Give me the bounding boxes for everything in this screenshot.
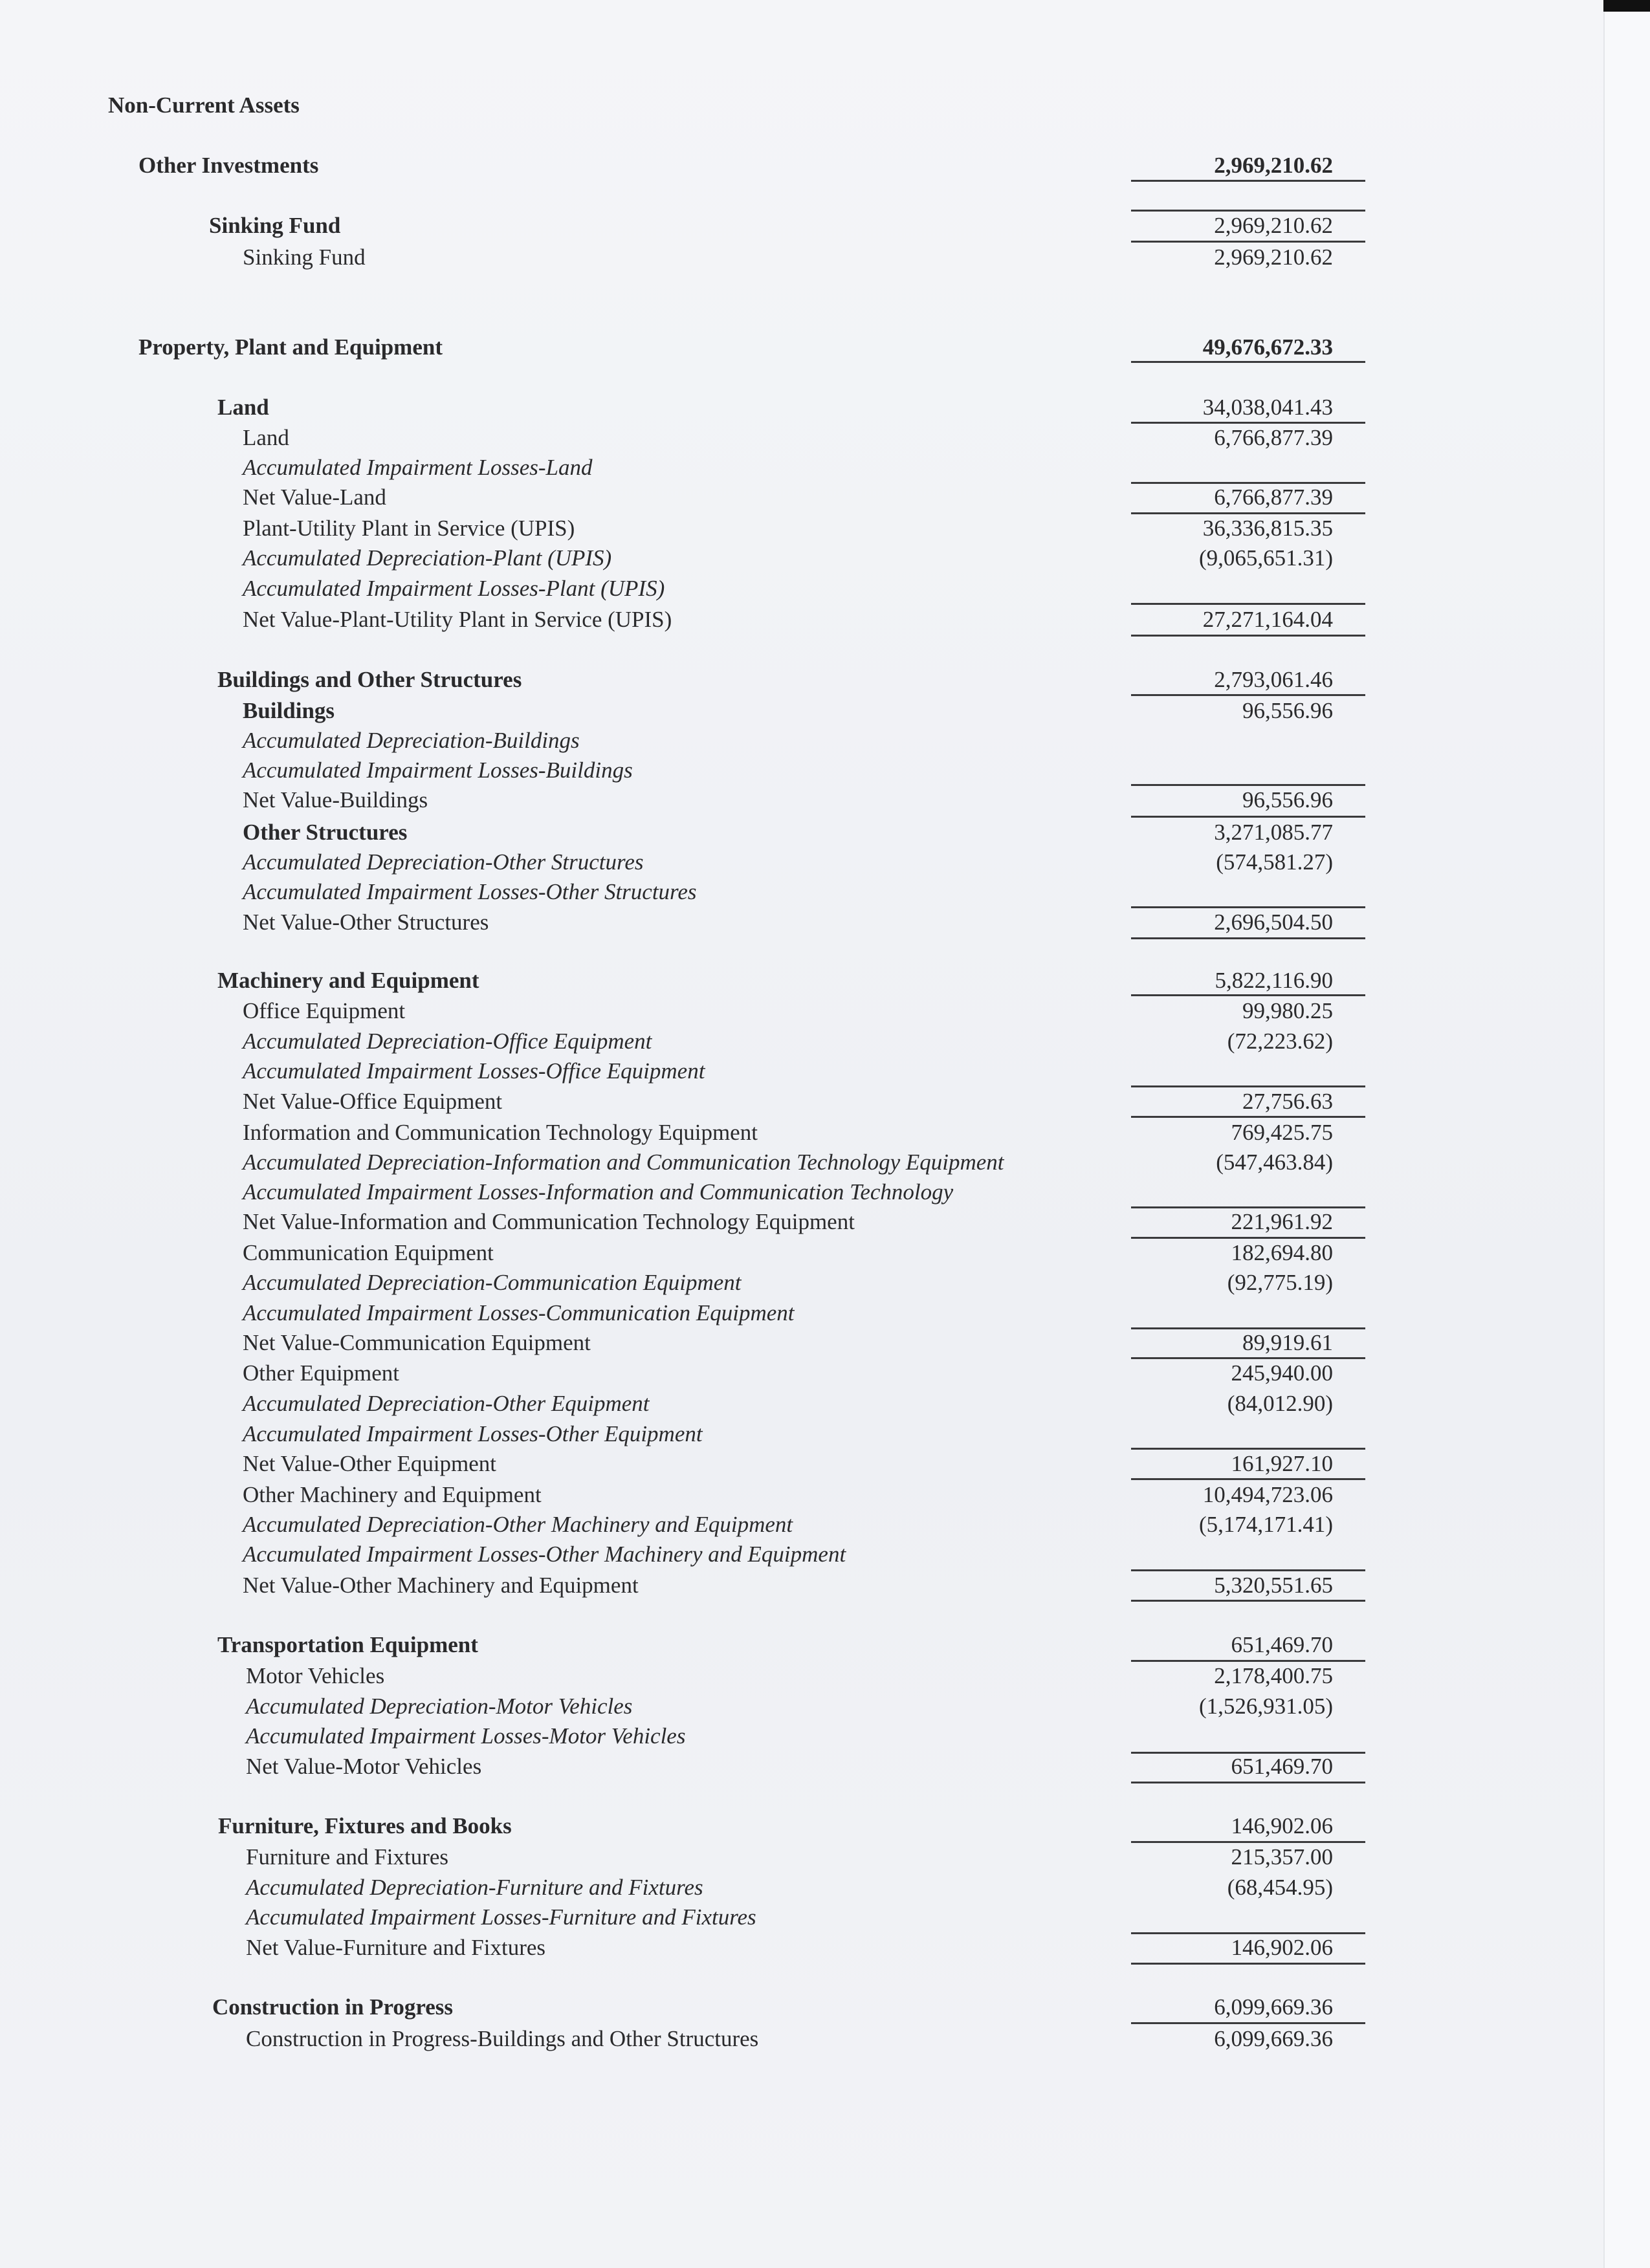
net-value-amount: 2,696,504.50 (1214, 910, 1333, 935)
land-group-amount: 34,038,041.43 (1202, 395, 1333, 420)
line-item-amount: (68,454.95) (1227, 1875, 1333, 1900)
section-title-row (0, 91, 1424, 120)
line-item-label: Buildings (243, 698, 335, 723)
buildings-group-label: Buildings and Other Structures (217, 667, 522, 692)
line-item-row (0, 877, 1424, 907)
net-value-amount: 651,469.70 (1231, 1754, 1333, 1779)
transportation-group-amount: 651,469.70 (1231, 1632, 1333, 1657)
line-item-label: Accumulated Impairment Losses-Land (243, 455, 593, 480)
line-item-label: Accumulated Depreciation-Office Equipment (243, 1029, 652, 1054)
line-item-label: Other Structures (243, 820, 408, 845)
ppe-amount: 49,676,672.33 (1202, 334, 1333, 360)
line-item-label: Construction in Progress-Buildings and Other Structures (246, 2026, 759, 2051)
line-item-label: Accumulated Impairment Losses-Information and Communication Technology (243, 1179, 954, 1205)
transportation-group-label: Transportation Equipment (217, 1632, 478, 1657)
line-item-row (0, 1480, 1424, 1510)
line-item-row (0, 756, 1424, 785)
net-value-amount: 27,756.63 (1242, 1089, 1333, 1114)
total-rule (1131, 180, 1365, 182)
transportation-group-row (0, 1630, 1424, 1660)
line-item-amount: (574,581.27) (1216, 849, 1333, 875)
line-item-amount: 96,556.96 (1242, 698, 1333, 723)
line-item-amount: (5,174,171.41) (1198, 1512, 1333, 1537)
rule (1131, 1963, 1365, 1965)
line-item-label: Accumulated Impairment Losses-Other Machinery and Equipment (243, 1542, 846, 1567)
net-value-row (0, 1449, 1424, 1479)
net-value-amount: 6,766,877.39 (1214, 485, 1333, 510)
line-item-label: Office Equipment (243, 998, 406, 1023)
buildings-group-row (0, 665, 1424, 695)
line-item-label: Accumulated Impairment Losses-Office Equipment (243, 1058, 705, 1084)
net-value-row (0, 1933, 1424, 1963)
net-value-label: Net Value-Furniture and Fixtures (246, 1935, 546, 1960)
net-value-amount: 89,919.61 (1242, 1330, 1333, 1355)
line-item-row (0, 574, 1424, 604)
line-item-row (0, 1238, 1424, 1268)
line-item-row (0, 1118, 1424, 1148)
buildings-group-amount: 2,793,061.46 (1214, 667, 1333, 692)
line-item-label: Accumulated Impairment Losses-Motor Vehicles (246, 1723, 686, 1749)
total-rule (1131, 361, 1365, 363)
line-item-label: Accumulated Impairment Losses-Buildings (243, 758, 633, 783)
sinking-fund-item-label: Sinking Fund (243, 245, 366, 270)
rule (1131, 1600, 1365, 1602)
line-item-label: Accumulated Depreciation-Motor Vehicles (246, 1694, 633, 1719)
line-item-label: Accumulated Depreciation-Information and Communication Technology Equipment (243, 1150, 1004, 1175)
line-item-row (0, 1268, 1424, 1298)
line-item-row (0, 1298, 1424, 1328)
line-item-row (0, 2024, 1424, 2054)
net-value-label: Net Value-Other Machinery and Equipment (243, 1573, 639, 1598)
line-item-row (0, 514, 1424, 543)
line-item-row (0, 1721, 1424, 1751)
rule (1131, 210, 1365, 212)
line-item-label: Accumulated Depreciation-Communication Equipment (243, 1270, 742, 1295)
line-item-amount: 10,494,723.06 (1202, 1482, 1333, 1507)
line-item-row (0, 996, 1424, 1026)
net-value-label: Net Value-Other Structures (243, 910, 489, 935)
rule (1131, 937, 1365, 939)
net-value-row (0, 483, 1424, 512)
line-item-row (0, 1692, 1424, 1721)
line-item-row (0, 1510, 1424, 1540)
furniture-group-label: Furniture, Fixtures and Books (218, 1813, 512, 1838)
sinking-fund-group-amount: 2,969,210.62 (1214, 213, 1333, 238)
line-item-label: Accumulated Depreciation-Other Machinery and Equipment (243, 1512, 793, 1537)
line-item-label: Furniture and Fixtures (246, 1844, 449, 1870)
net-value-row (0, 908, 1424, 937)
sinking-fund-group-label: Sinking Fund (209, 213, 341, 238)
line-item-row (0, 1148, 1424, 1177)
machinery-group-amount: 5,822,116.90 (1215, 968, 1333, 993)
net-value-amount: 161,927.10 (1231, 1451, 1333, 1476)
line-item-label: Accumulated Depreciation-Other Equipment (243, 1391, 650, 1416)
net-value-label: Net Value-Land (243, 485, 386, 510)
net-value-row (0, 785, 1424, 815)
other-investments-label: Other Investments (138, 153, 319, 178)
line-item-amount: 215,357.00 (1231, 1844, 1333, 1870)
net-value-amount: 96,556.96 (1242, 787, 1333, 812)
other-investments-amount: 2,969,210.62 (1214, 153, 1333, 178)
net-value-amount: 221,961.92 (1231, 1209, 1333, 1234)
line-item-label: Motor Vehicles (246, 1663, 385, 1688)
rule (1131, 635, 1365, 637)
net-value-amount: 27,271,164.04 (1202, 607, 1333, 632)
net-value-label: Net Value-Other Equipment (243, 1451, 497, 1476)
line-item-row (0, 1842, 1424, 1872)
line-item-row (0, 1540, 1424, 1569)
line-item-row (0, 1056, 1424, 1086)
line-item-amount: (547,463.84) (1216, 1150, 1333, 1175)
sinking-fund-item-amount: 2,969,210.62 (1214, 245, 1333, 270)
line-item-amount: 2,178,400.75 (1214, 1663, 1333, 1688)
line-item-amount: 3,271,085.77 (1214, 820, 1333, 845)
line-item-row (0, 726, 1424, 756)
line-item-row (0, 543, 1424, 573)
net-value-row (0, 1207, 1424, 1237)
line-item-amount: 6,099,669.36 (1214, 2026, 1333, 2051)
line-item-label: Accumulated Depreciation-Buildings (243, 728, 580, 753)
construction-group-amount: 6,099,669.36 (1214, 1994, 1333, 2020)
net-value-label: Net Value-Plant-Utility Plant in Service (UPIS) (243, 607, 672, 632)
furniture-group-amount: 146,902.06 (1231, 1813, 1333, 1838)
net-value-label: Net Value-Buildings (243, 787, 428, 812)
line-item-row (0, 1027, 1424, 1056)
line-item-label: Accumulated Depreciation-Plant (UPIS) (243, 545, 612, 571)
land-group-label: Land (217, 395, 269, 420)
line-item-row (0, 1873, 1424, 1903)
line-item-row (0, 423, 1424, 453)
net-value-label: Net Value-Information and Communication Technology Equipment (243, 1209, 855, 1234)
rule (1131, 1782, 1365, 1783)
net-value-label: Net Value-Office Equipment (243, 1089, 503, 1114)
line-item-label: Accumulated Impairment Losses-Other Structures (243, 879, 697, 904)
sinking-fund-item-row (0, 243, 1424, 272)
line-item-label: Land (243, 425, 289, 450)
line-item-label: Other Machinery and Equipment (243, 1482, 542, 1507)
line-item-amount: (72,223.62) (1227, 1029, 1333, 1054)
net-value-row (0, 1087, 1424, 1117)
line-item-label: Accumulated Impairment Losses-Furniture and Fixtures (246, 1904, 756, 1930)
line-item-amount: 769,425.75 (1231, 1120, 1333, 1145)
line-item-label: Accumulated Impairment Losses-Plant (UPIS) (243, 576, 665, 601)
line-item-row (0, 696, 1424, 726)
line-item-amount: (84,012.90) (1227, 1391, 1333, 1416)
land-group-row (0, 393, 1424, 422)
line-item-row (0, 1358, 1424, 1388)
line-item-row (0, 1903, 1424, 1932)
line-item-amount: 6,766,877.39 (1214, 425, 1333, 450)
line-item-label: Accumulated Impairment Losses-Other Equipment (243, 1421, 703, 1446)
net-value-label: Net Value-Motor Vehicles (246, 1754, 482, 1779)
line-item-amount: (1,526,931.05) (1198, 1694, 1333, 1719)
line-item-row (0, 1419, 1424, 1449)
line-item-row (0, 1177, 1424, 1207)
line-item-amount: 182,694.80 (1231, 1240, 1333, 1265)
net-value-row (0, 1752, 1424, 1782)
line-item-row (0, 1661, 1424, 1691)
construction-group-label: Construction in Progress (212, 1994, 454, 2020)
line-item-label: Information and Communication Technology Equipment (243, 1120, 758, 1145)
construction-group-row (0, 1992, 1424, 2022)
line-item-label: Accumulated Impairment Losses-Communication Equipment (243, 1300, 795, 1325)
machinery-group-row (0, 966, 1424, 996)
line-item-amount: 245,940.00 (1231, 1360, 1333, 1386)
ppe-row (0, 333, 1424, 362)
furniture-group-row (0, 1811, 1424, 1841)
line-item-label: Accumulated Depreciation-Other Structures (243, 849, 644, 875)
machinery-group-label: Machinery and Equipment (217, 968, 479, 993)
page-edge (1603, 0, 1650, 2268)
line-item-label: Communication Equipment (243, 1240, 494, 1265)
net-value-amount: 146,902.06 (1231, 1935, 1333, 1960)
net-value-row (0, 605, 1424, 635)
other-investments-row (0, 151, 1424, 180)
line-item-amount: 99,980.25 (1242, 998, 1333, 1023)
line-item-label: Accumulated Depreciation-Furniture and Fixtures (246, 1875, 703, 1900)
line-item-amount: (92,775.19) (1227, 1270, 1333, 1295)
line-item-row (0, 847, 1424, 877)
scan-corner (1603, 0, 1650, 12)
line-item-row (0, 1389, 1424, 1419)
line-item-row (0, 453, 1424, 483)
net-value-label: Net Value-Communication Equipment (243, 1330, 591, 1355)
line-item-row (0, 818, 1424, 847)
line-item-amount: (9,065,651.31) (1198, 545, 1333, 571)
net-value-row (0, 1328, 1424, 1358)
net-value-amount: 5,320,551.65 (1214, 1573, 1333, 1598)
sinking-fund-group-row (0, 211, 1424, 241)
line-item-label: Plant-Utility Plant in Service (UPIS) (243, 516, 575, 541)
line-item-amount: 36,336,815.35 (1202, 516, 1333, 541)
section-title: Non-Current Assets (108, 93, 300, 118)
net-value-row (0, 1571, 1424, 1600)
line-item-label: Other Equipment (243, 1360, 400, 1386)
ppe-label: Property, Plant and Equipment (138, 334, 443, 360)
